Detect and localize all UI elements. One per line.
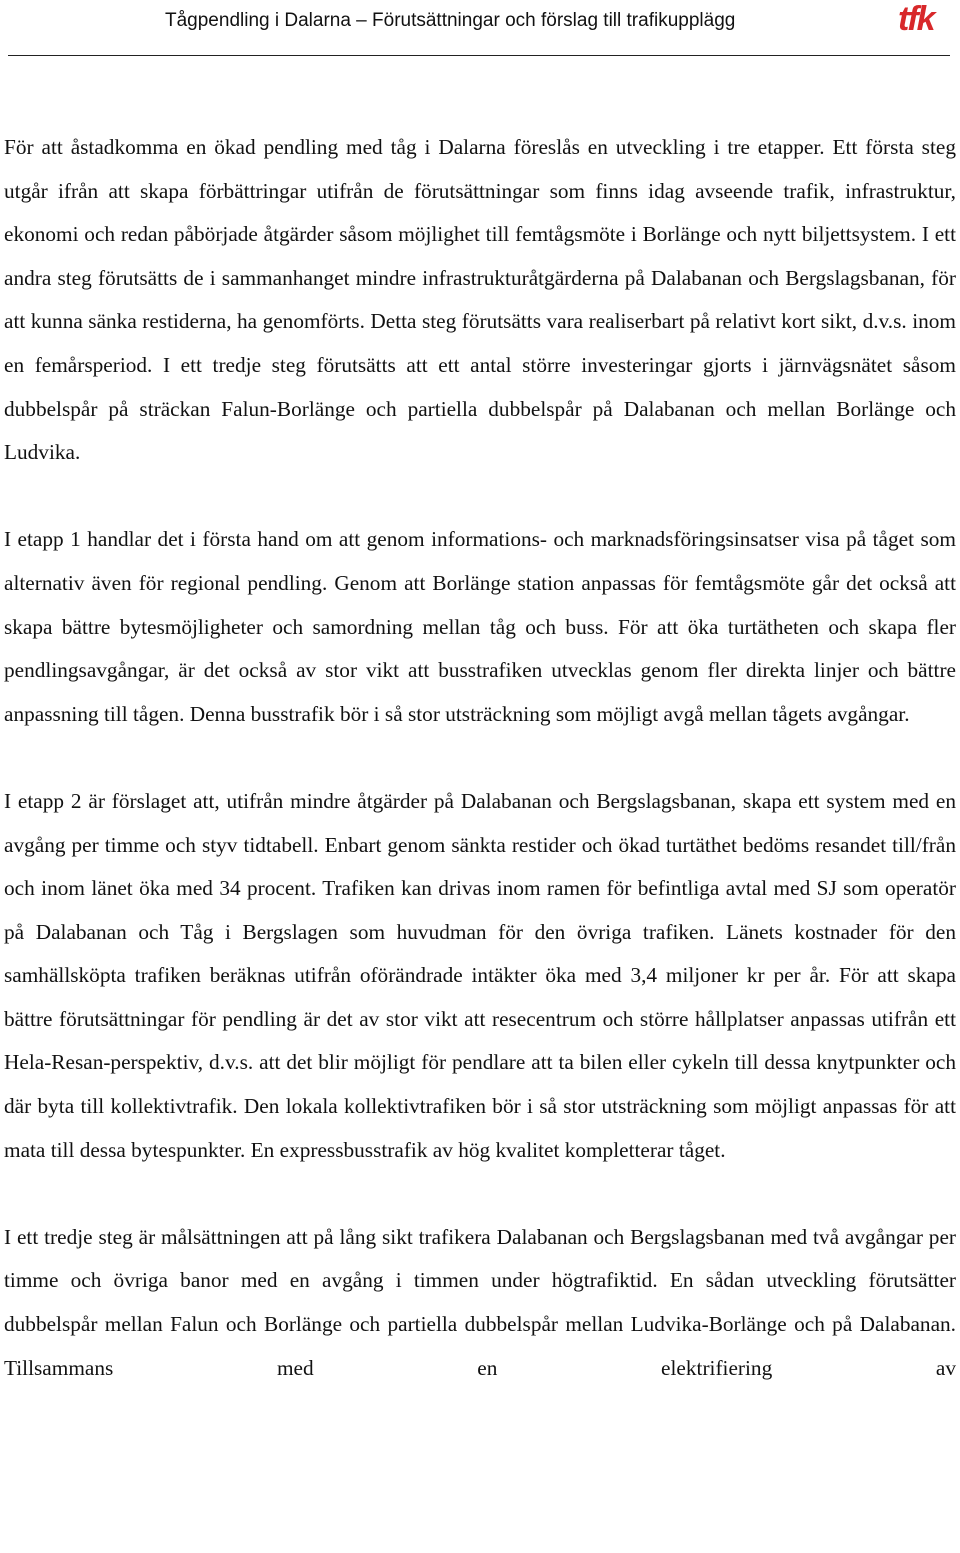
paragraph-tredje-steg: I ett tredje steg är målsättningen att på lång sikt trafikera Dalabanan och Bergslagsbanan med två avgångar per timme och övriga banor med en avgång i timmen under högtrafiktid. En sådan utveckling förutsätter dubbelspår mellan Falun och Borlänge och partiella dubbelspår mellan Ludvika-Borlänge och på Dalabanan. Tillsammans med en elektrifiering av — [4, 1224, 956, 1380]
paragraph-etapper: För att åstadkomma en ökad pendling med tåg i Dalarna föreslås en utveckling i tre etapper. Ett första steg utgår ifrån att skapa förbättringar utifrån de förutsättningar som finns idag avseende trafik, infrastruktur, ekonomi och redan påbörjade åtgärder såsom möjlighet till femtågsmöte i Borlänge och nytt biljettsystem. I ett andra steg förutsätts de i sammanhanget mindre infrastrukturåtgärderna på Dalabanan och Bergslagsbanan, för att kunna sänka restiderna, ha genomförts. Detta steg förutsätts vara realiserbart på relativt kort sikt, d.v.s. inom en femårsperiod. I ett tredje steg förutsätts att ett antal större investeringar gjorts i järnvägsnätet såsom dubbelspår på sträckan Falun-Borlänge och partiella dubbelspår på Dalabanan och mellan Borlänge och Ludvika. — [4, 135, 956, 465]
paragraph-etapp-1: I etapp 1 handlar det i första hand om att genom informations- och marknadsföringsinsatser visa på tåget som alternativ även för regional pendling. Genom att Borlänge station anpassas för femtågsmöte går det också att skapa bättre bytesmöjligheter och samordning mellan tåg och buss. För att öka turtätheten och skapa fler pendlingsavgångar, är det också av stor vikt att busstrafiken utvecklas genom fler direkta linjer och bättre anpassning till tågen. Denna busstrafik bör i så stor utsträckning som möjligt avgå mellan tågets avgångar. — [4, 527, 956, 726]
document-body — [4, 126, 956, 1434]
paragraph-etapp-2: I etapp 2 är förslaget att, utifrån mindre åtgärder på Dalabanan och Bergslagsbanan, skapa ett system med en avgång per timme och styv tidtabell. Enbart genom sänkta restider och ökad turtäthet bedöms resandet till/från och inom länet öka med 34 procent. Trafiken kan drivas inom ramen för befintliga avtal med SJ som operatör på Dalabanan och Tåg i Bergslagen som huvudman för den övriga trafiken. Länets kostnader för den samhällsköpta trafiken beräknas utifrån oförändrade intäkter öka med 3,4 miljoner kr per år. För att skapa bättre förutsättningar för pendling är det av stor vikt att resecentrum och större hållplatser anpassas utifrån ett Hela-Resan-perspektiv, d.v.s. att det blir möjligt för pendlare att ta bilen eller cykeln till dessa knytpunkter och där byta till kollektivtrafik. Den lokala kollektivtrafiken bör i så stor utsträckning som möjligt anpassas för att mata till dessa bytespunkter. En expressbusstrafik av hög kvalitet kompletterar tåget. — [4, 788, 956, 1162]
page-header — [0, 0, 960, 58]
header-title: Tågpendling i Dalarna – Förutsättningar och förslag till trafikupplägg — [165, 10, 736, 31]
tfk-logo: tfk — [898, 0, 934, 38]
header-divider — [8, 55, 950, 56]
